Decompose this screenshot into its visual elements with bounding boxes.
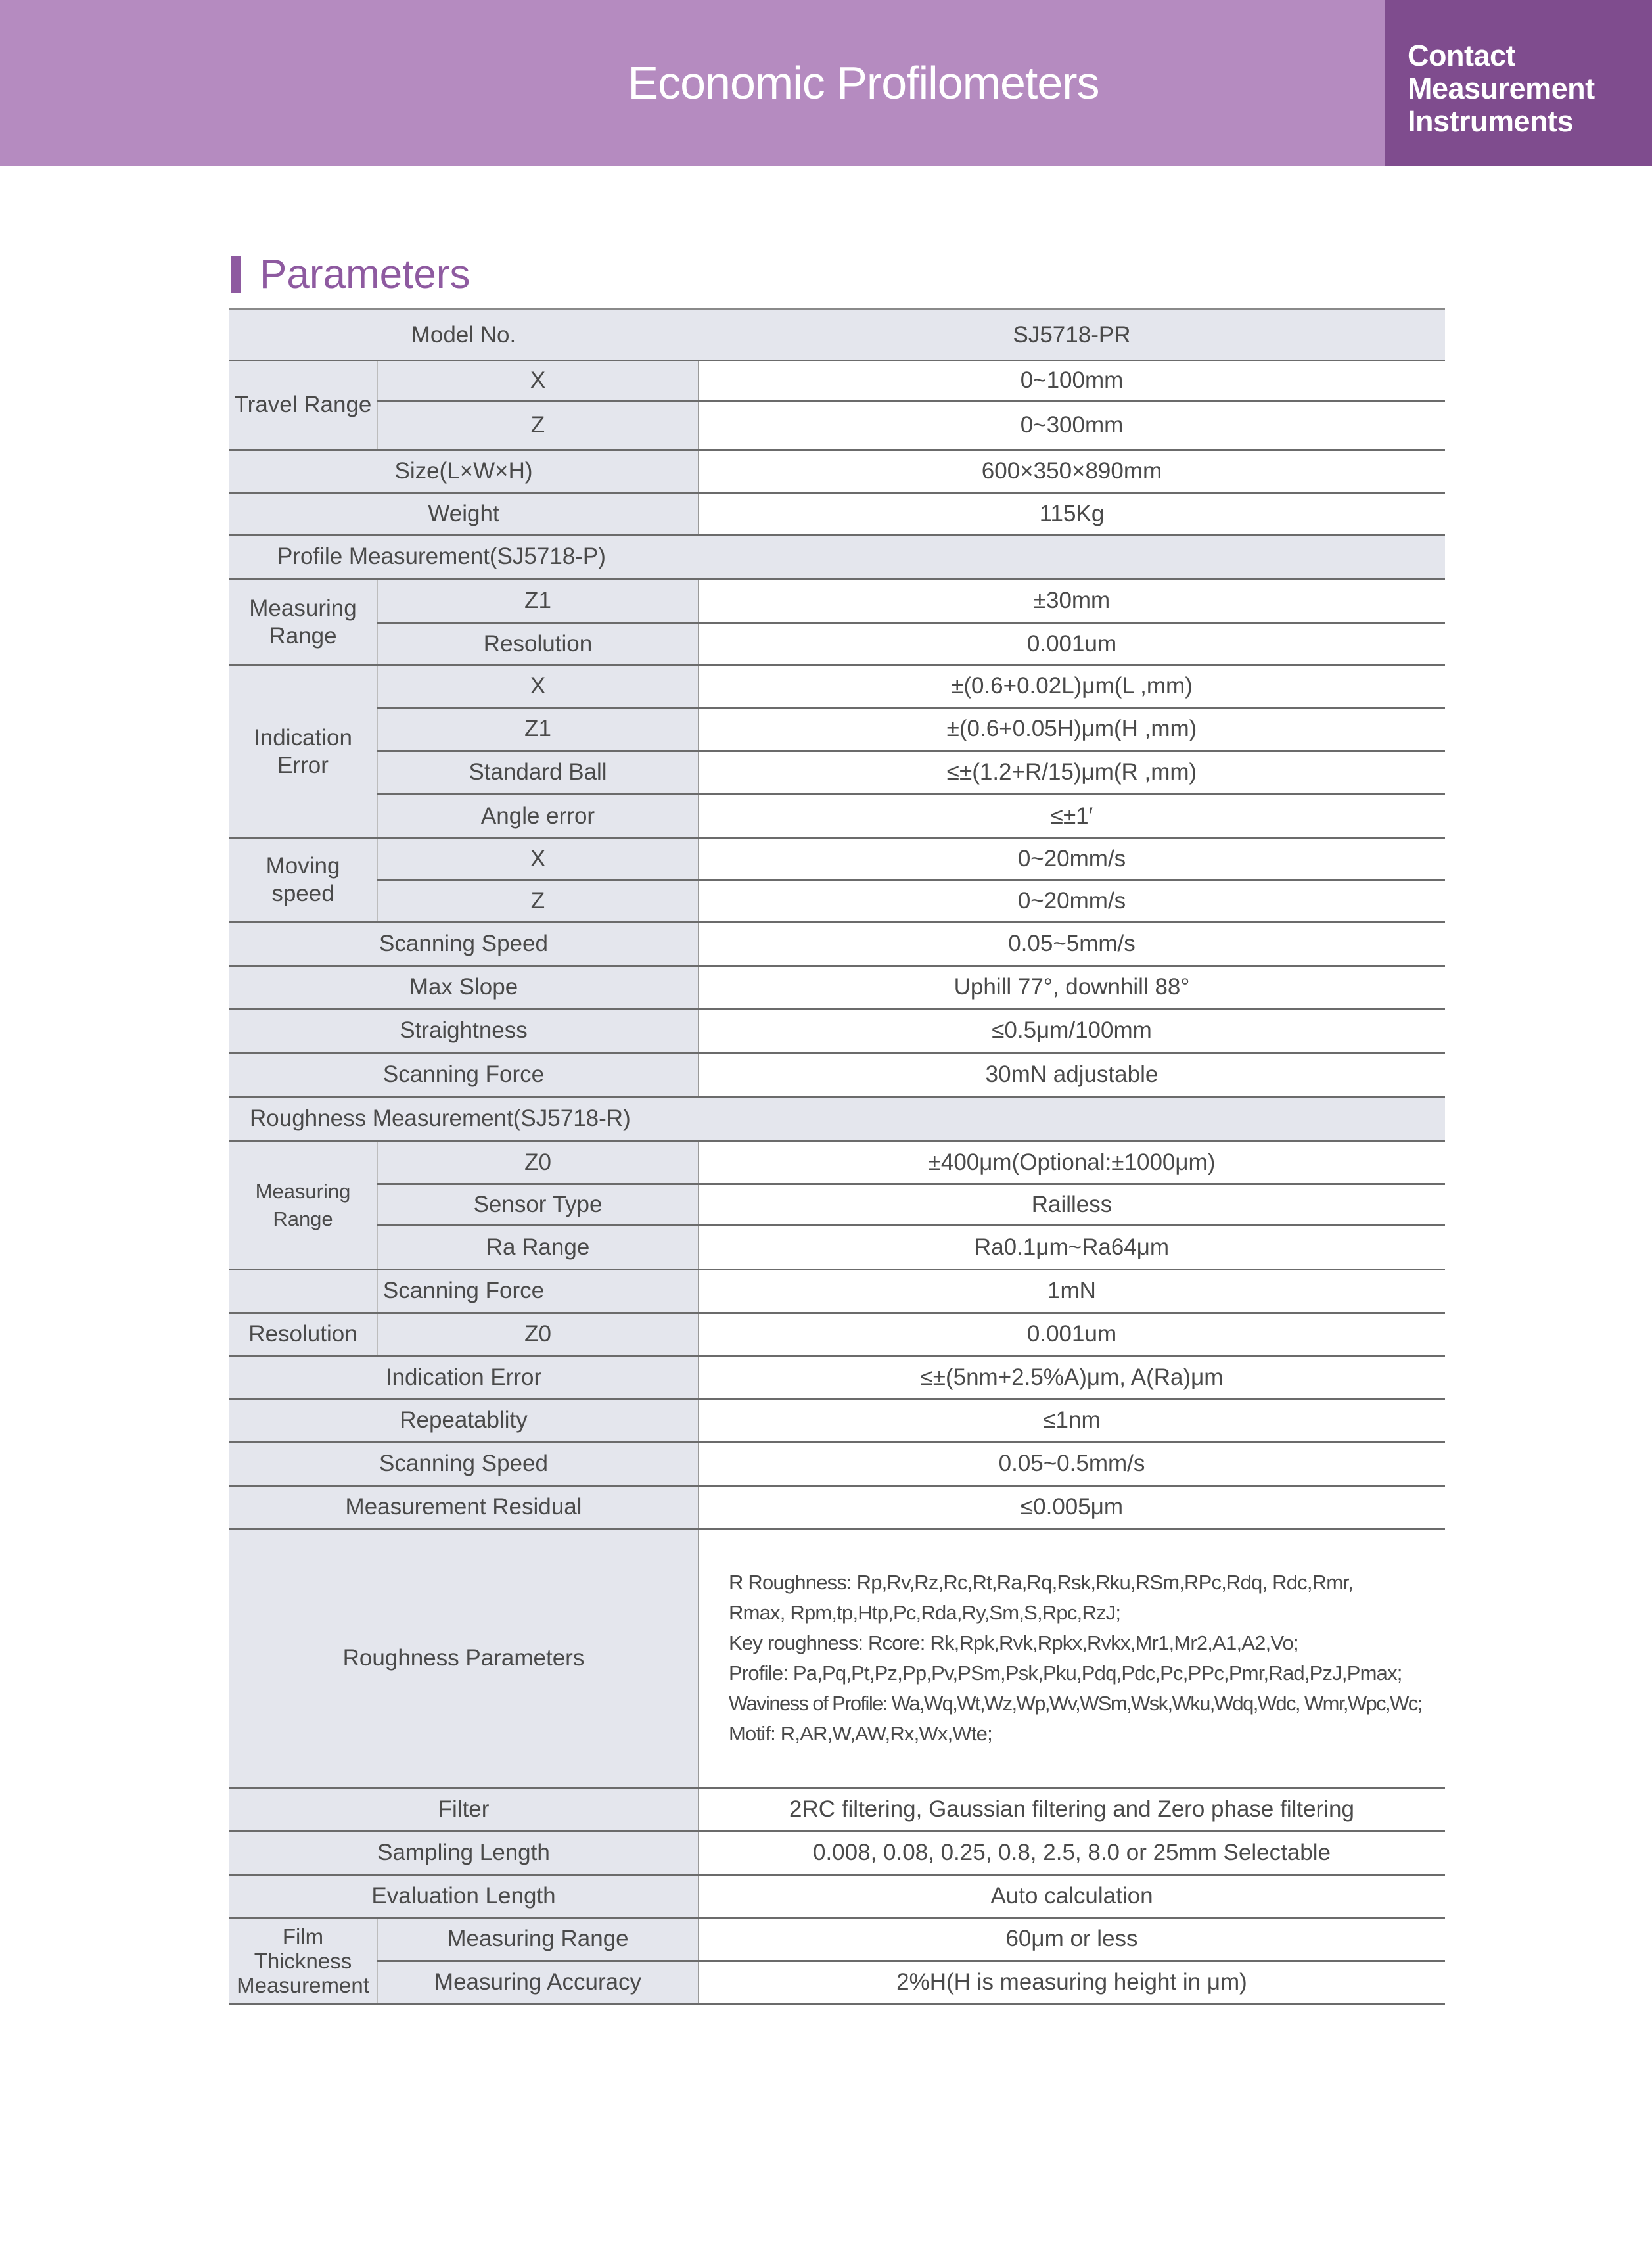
profile-measuring-range-label: Measuring Range [229, 579, 377, 665]
profile-scanning-speed-label: Scanning Speed [229, 922, 699, 966]
ms-x-label: X [377, 838, 699, 879]
roughness-scanning-speed-label: Scanning Speed [229, 1442, 699, 1485]
row-divider [229, 664, 1445, 666]
ie-standard-ball-value: ≤±(1.2+R/15)μm(R ,mm) [699, 751, 1445, 794]
indication-error-label: Indication Error [229, 665, 377, 838]
page-title: Economic Profilometers [628, 57, 1099, 108]
measurement-residual-label: Measurement Residual [229, 1485, 699, 1529]
section-heading [231, 252, 470, 297]
straightness-value: ≤0.5μm/100mm [699, 1009, 1445, 1052]
row-divider [229, 1917, 1445, 1919]
sub-row-divider [377, 1183, 1445, 1185]
ms-z-label: Z [377, 879, 699, 922]
row-divider [229, 1355, 1445, 1357]
row-divider [229, 1052, 1445, 1054]
sub-row-divider [377, 1224, 1445, 1226]
size-value: 600×350×890mm [699, 450, 1445, 493]
measurement-residual-value: ≤0.005μm [699, 1485, 1445, 1529]
row-divider [229, 1485, 1445, 1487]
profile-resolution-value: 0.001um [699, 622, 1445, 665]
roughness-resolution-label: Resolution [229, 1313, 377, 1356]
evaluation-length-label: Evaluation Length [229, 1875, 699, 1917]
row-divider [229, 1312, 1445, 1314]
row-divider [229, 1096, 1445, 1098]
row-divider [229, 1787, 1445, 1789]
row-divider [229, 1830, 1445, 1832]
travel-x-value: 0~100mm [699, 360, 1445, 400]
rp-line-3: Key roughness: Rcore: Rk,Rpk,Rvk,Rpkx,Rvkx,Mr1,Mr2,A1,A2,Vo; [729, 1631, 1298, 1654]
sub-row-divider [377, 622, 1445, 624]
ie-angle-label: Angle error [377, 794, 699, 838]
size-label: Size(L×W×H) [229, 450, 699, 493]
max-slope-value: Uphill 77°, downhill 88° [699, 966, 1445, 1009]
row-divider [229, 1874, 1445, 1876]
category-panel [1385, 0, 1652, 166]
sub-divider [377, 1141, 378, 1356]
category-line-3: Instruments [1408, 105, 1574, 138]
row-divider [229, 492, 1445, 494]
page-header [0, 0, 1652, 166]
row-divider [229, 1528, 1445, 1530]
moving-speed-label: Moving speed [229, 838, 377, 922]
ft-measuring-accuracy-value: 2%H(H is measuring height in μm) [699, 1961, 1445, 2004]
weight-label: Weight [229, 493, 699, 534]
ft-measuring-range-label: Measuring Range [377, 1917, 699, 1961]
row-divider [229, 1269, 1445, 1270]
evaluation-length-value: Auto calculation [699, 1875, 1445, 1917]
row-divider [229, 534, 1445, 536]
row-divider [229, 1140, 1445, 1142]
rp-line-6: Motif: R,AR,W,AW,Rx,Wx,Wte; [729, 1722, 992, 1745]
ie-x-value: ±(0.6+0.02L)μm(L ,mm) [699, 665, 1445, 707]
rr-sensor-type-value: Railless [699, 1184, 1445, 1225]
travel-z-value: 0~300mm [699, 400, 1445, 450]
ft-measuring-range-value: 60μm or less [699, 1917, 1445, 1961]
profile-scanning-force-value: 30mN adjustable [699, 1052, 1445, 1096]
category-line-2: Measurement [1408, 72, 1595, 105]
sampling-length-label: Sampling Length [229, 1831, 699, 1875]
roughness-scanning-speed-value: 0.05~0.5mm/s [699, 1442, 1445, 1485]
profile-z1-label: Z1 [377, 579, 699, 622]
ie-x-label: X [377, 665, 699, 707]
row-divider [229, 1398, 1445, 1400]
ft-measuring-accuracy-label: Measuring Accuracy [377, 1961, 699, 2004]
roughness-indication-error-label: Indication Error [229, 1356, 699, 1399]
weight-value: 115Kg [699, 493, 1445, 534]
profile-z1-value: ±30mm [699, 579, 1445, 622]
model-value: SJ5718-PR [1013, 321, 1131, 348]
row-divider [229, 449, 1445, 451]
straightness-label: Straightness [229, 1009, 699, 1052]
travel-z-label: Z [377, 400, 699, 450]
row-divider [229, 578, 1445, 580]
ie-angle-value: ≤±1′ [699, 794, 1445, 838]
roughness-parameters-value [699, 1529, 1445, 1788]
row-divider [229, 1008, 1445, 1010]
ie-standard-ball-label: Standard Ball [377, 751, 699, 794]
roughness-parameters-label: Roughness Parameters [229, 1529, 699, 1788]
sub-row-divider [377, 750, 1445, 752]
row-divider [229, 308, 1445, 310]
rr-sensor-type-label: Sensor Type [377, 1184, 699, 1225]
row-divider [229, 965, 1445, 967]
roughness-section-header: Roughness Measurement(SJ5718-R) [229, 1096, 1445, 1141]
roughness-scanning-force-value: 1mN [699, 1269, 1445, 1313]
section-accent-bar [231, 256, 241, 293]
rp-line-1: R Roughness: Rp,Rv,Rz,Rc,Rt,Ra,Rq,Rsk,Rku,RSm,RPc,Rdq, Rdc,Rmr, [729, 1571, 1353, 1594]
filter-label: Filter [229, 1788, 699, 1831]
rr-ra-range-value: Ra0.1μm~Ra64μm [699, 1225, 1445, 1269]
roughness-resolution-z0-label: Z0 [377, 1313, 699, 1356]
profile-scanning-force-label: Scanning Force [229, 1052, 699, 1096]
row-divider [229, 1441, 1445, 1443]
filter-value: 2RC filtering, Gaussian filtering and Zero phase filtering [699, 1788, 1445, 1831]
row-divider [229, 2003, 1445, 2005]
roughness-measuring-range-label: Measuring Range [229, 1141, 377, 1269]
sub-row-divider [377, 793, 1445, 795]
sub-row-divider [377, 879, 1445, 881]
column-divider [698, 360, 699, 534]
profile-resolution-label: Resolution [377, 622, 699, 665]
rr-z0-value: ±400μm(Optional:±1000μm) [699, 1141, 1445, 1184]
repeatability-value: ≤1nm [699, 1399, 1445, 1442]
sampling-length-value: 0.008, 0.08, 0.25, 0.8, 2.5, 8.0 or 25mm Selectable [699, 1831, 1445, 1875]
max-slope-label: Max Slope [229, 966, 699, 1009]
roughness-indication-error-value: ≤±(5nm+2.5%A)μm, A(Ra)μm [699, 1356, 1445, 1399]
model-label: Model No. [411, 321, 516, 348]
travel-x-label: X [377, 360, 699, 400]
roughness-scanning-force-label: Scanning Force [229, 1269, 699, 1313]
film-thickness-label: Film Thickness Measurement [229, 1917, 377, 2004]
profile-scanning-speed-value: 0.05~5mm/s [699, 922, 1445, 966]
row-divider [229, 360, 1445, 361]
rr-z0-label: Z0 [377, 1141, 699, 1184]
travel-range-label: Travel Range [229, 360, 377, 450]
roughness-resolution-value: 0.001um [699, 1313, 1445, 1356]
profile-section-header: Profile Measurement(SJ5718-P) [229, 534, 1445, 579]
ms-x-value: 0~20mm/s [699, 838, 1445, 879]
rp-line-4: Profile: Pa,Pq,Pt,Pz,Pp,Pv,PSm,Psk,Pku,Pdq,Pdc,Pc,PPc,Pmr,Rad,PzJ,Pmax; [729, 1662, 1402, 1685]
row-divider [229, 837, 1445, 839]
row-divider [229, 921, 1445, 923]
sub-row-divider [377, 1960, 1445, 1962]
repeatability-label: Repeatablity [229, 1399, 699, 1442]
ie-z1-value: ±(0.6+0.05H)μm(H ,mm) [699, 707, 1445, 751]
rp-line-2: Rmax, Rpm,tp,Htp,Pc,Rda,Ry,Sm,S,Rpc,RzJ; [729, 1601, 1121, 1624]
category-line-1: Contact [1408, 39, 1515, 72]
sub-row-divider [377, 400, 1445, 402]
sub-row-divider [377, 707, 1445, 709]
ms-z-value: 0~20mm/s [699, 879, 1445, 922]
rr-ra-range-label: Ra Range [377, 1225, 699, 1269]
rp-line-5: Waviness of Profile: Wa,Wq,Wt,Wz,Wp,Wv,WSm,Wsk,Wku,Wdq,Wdc, Wmr,Wpc,Wc; [729, 1692, 1422, 1715]
ie-z1-label: Z1 [377, 707, 699, 751]
sub-divider [377, 360, 378, 450]
section-title: Parameters [260, 252, 470, 297]
